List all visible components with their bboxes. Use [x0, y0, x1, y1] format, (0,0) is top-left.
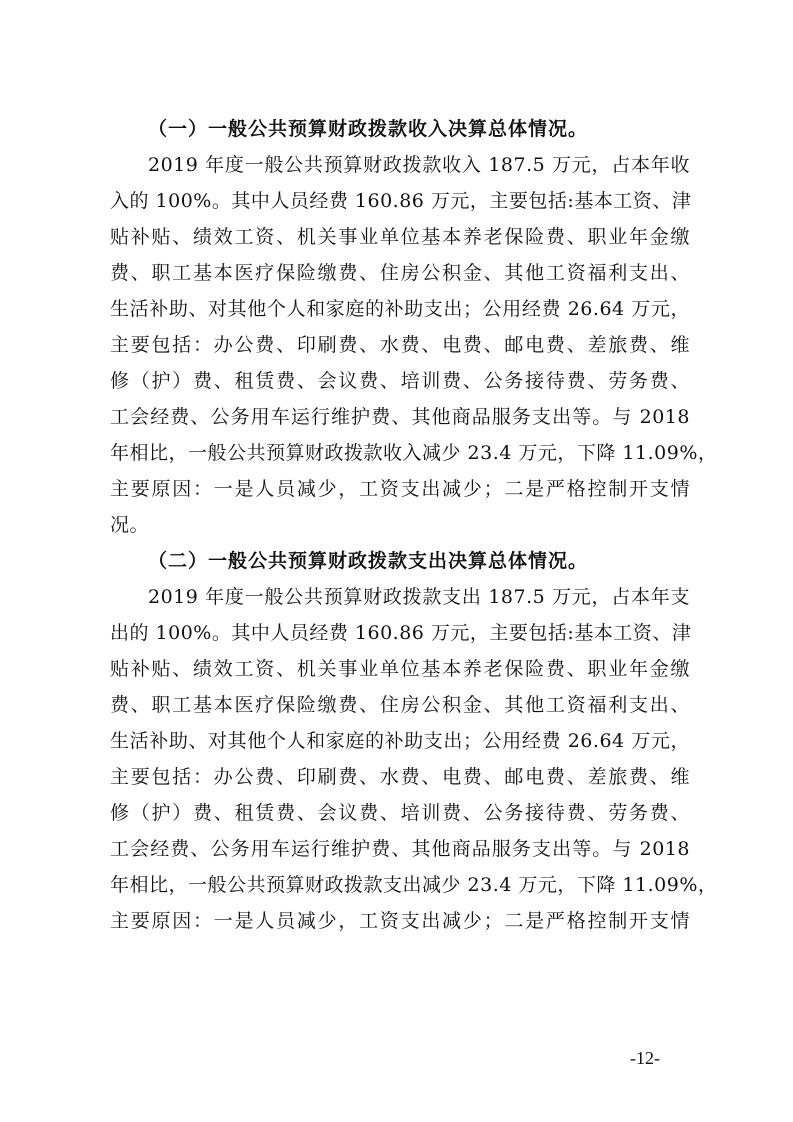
section2-line: 2019 年度一般公共预算财政拨款支出 187.5 万元，占本年支 — [148, 586, 690, 608]
section1-line: 主要原因：一是人员减少，工资支出减少；二是严格控制开支情 — [110, 478, 690, 500]
section1-line: 入的 100%。其中人员经费 160.86 万元，主要包括:基本工资、津 — [110, 190, 692, 212]
section2-line: 修（护）费、租赁费、会议费、培训费、公务接待费、劳务费、 — [110, 802, 690, 824]
section1-line: 工会经费、公务用车运行维护费、其他商品服务支出等。与 2018 — [110, 406, 690, 428]
section2-line: 年相比，一般公共预算财政拨款支出减少 23.4 万元，下降 11.09%， — [110, 874, 718, 896]
section2-line: 出的 100%。其中人员经费 160.86 万元，主要包括:基本工资、津 — [110, 622, 692, 644]
section1-line: 年相比，一般公共预算财政拨款收入减少 23.4 万元，下降 11.09%， — [110, 442, 718, 464]
section1-line: 2019 年度一般公共预算财政拨款收入 187.5 万元，占本年收 — [148, 154, 690, 176]
section2-line: 主要包括：办公费、印刷费、水费、电费、邮电费、差旅费、维 — [110, 766, 690, 788]
section2-line: 主要原因：一是人员减少，工资支出减少；二是严格控制开支情 — [110, 910, 690, 932]
section1-line: 修（护）费、租赁费、会议费、培训费、公务接待费、劳务费、 — [110, 370, 690, 392]
page-number: -12- — [630, 1048, 660, 1068]
section2-heading: （二）一般公共预算财政拨款支出决算总体情况。 — [148, 550, 589, 572]
section2-line: 工会经费、公务用车运行维护费、其他商品服务支出等。与 2018 — [110, 838, 690, 860]
section1-line: 费、职工基本医疗保险缴费、住房公积金、其他工资福利支出、 — [110, 262, 690, 284]
section2-line: 费、职工基本医疗保险缴费、住房公积金、其他工资福利支出、 — [110, 694, 690, 716]
section1-line: 况。 — [110, 514, 150, 536]
section1-heading: （一）一般公共预算财政拨款收入决算总体情况。 — [148, 118, 589, 140]
section2-line: 生活补助、对其他个人和家庭的补助支出；公用经费 26.64 万元， — [110, 730, 690, 752]
section1-line: 主要包括：办公费、印刷费、水费、电费、邮电费、差旅费、维 — [110, 334, 690, 356]
section1-line: 生活补助、对其他个人和家庭的补助支出；公用经费 26.64 万元， — [110, 298, 690, 320]
section2-line: 贴补贴、绩效工资、机关事业单位基本养老保险费、职业年金缴 — [110, 658, 690, 680]
section1-line: 贴补贴、绩效工资、机关事业单位基本养老保险费、职业年金缴 — [110, 226, 690, 248]
